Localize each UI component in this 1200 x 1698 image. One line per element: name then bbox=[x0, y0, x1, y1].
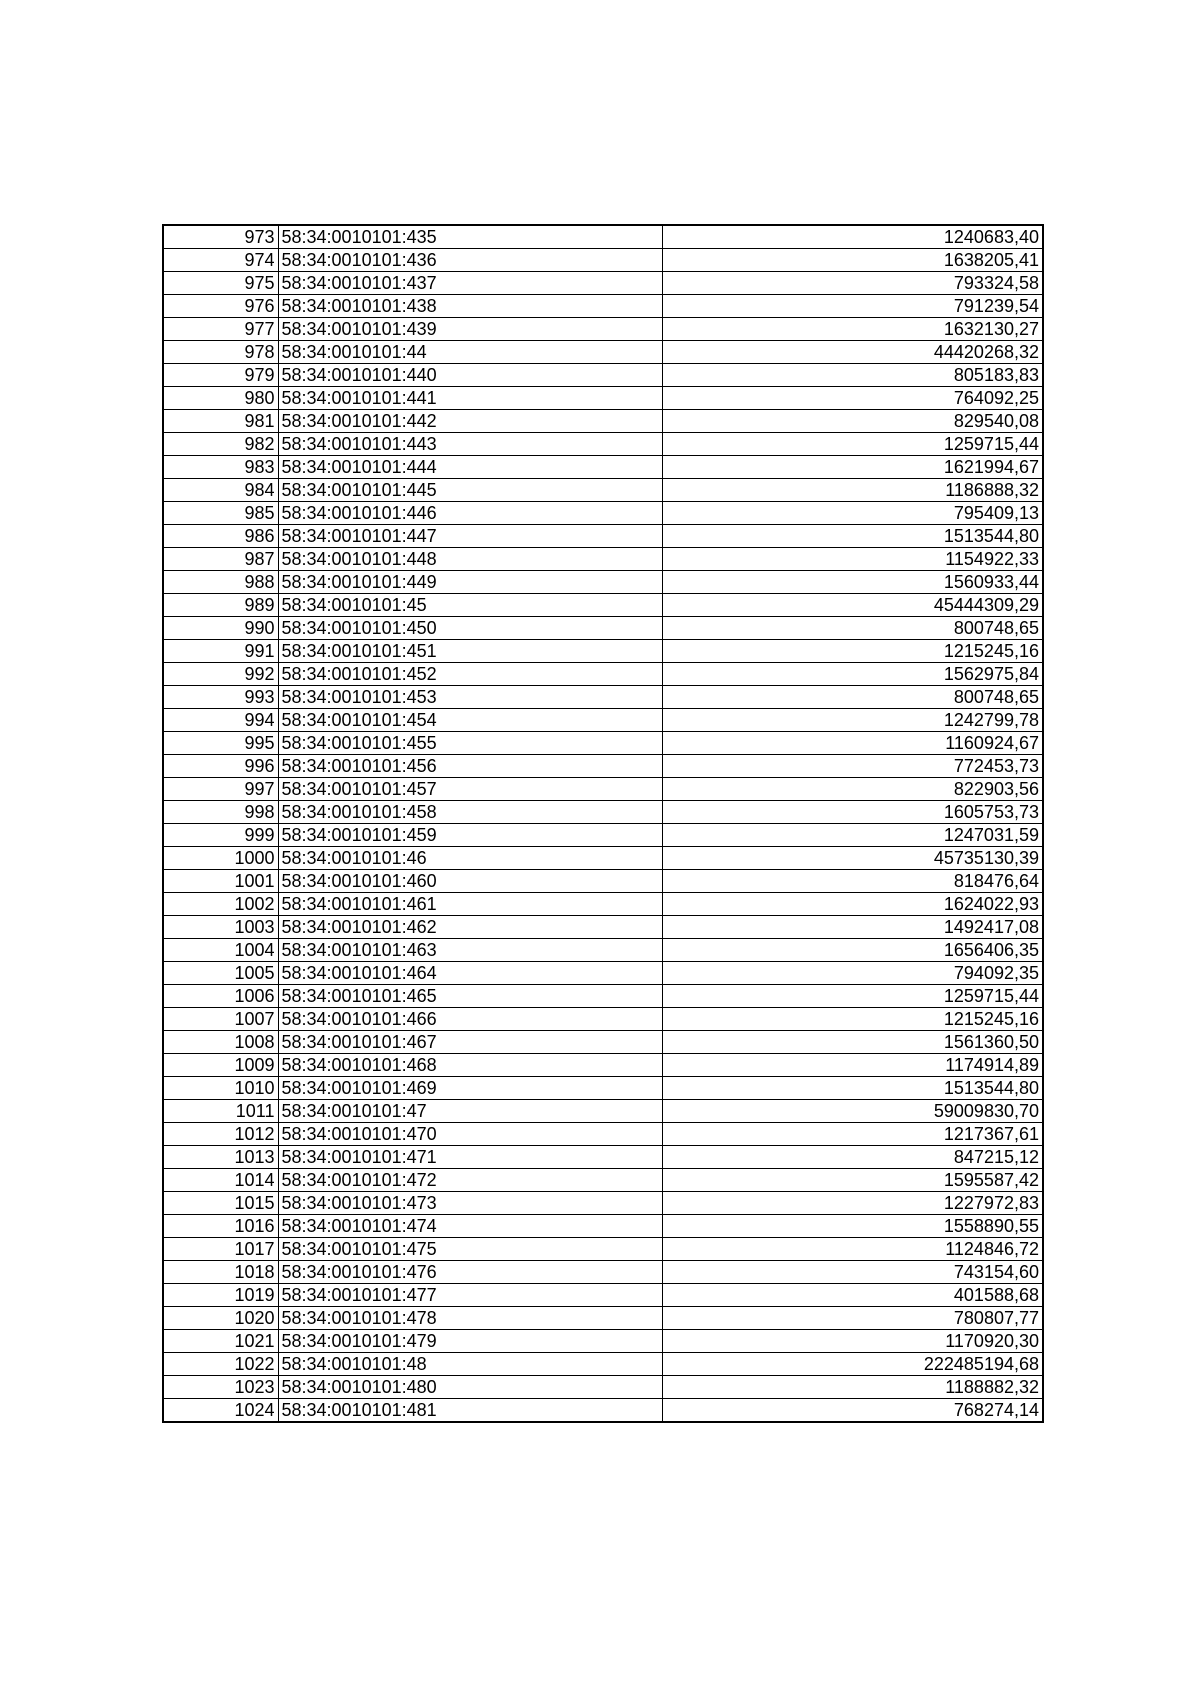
table-row bbox=[163, 870, 1043, 893]
row-number-cell: 998 bbox=[163, 801, 278, 824]
value-cell: 793324,58 bbox=[662, 272, 1043, 295]
table-row bbox=[163, 1330, 1043, 1353]
row-number-cell: 983 bbox=[163, 456, 278, 479]
table-row bbox=[163, 548, 1043, 571]
row-number-cell: 988 bbox=[163, 571, 278, 594]
cadastral-number-cell: 58:34:0010101:472 bbox=[278, 1169, 662, 1192]
row-number-cell: 1012 bbox=[163, 1123, 278, 1146]
table-row bbox=[163, 525, 1043, 548]
cadastral-number-cell: 58:34:0010101:467 bbox=[278, 1031, 662, 1054]
cadastral-number-cell: 58:34:0010101:462 bbox=[278, 916, 662, 939]
value-cell: 1656406,35 bbox=[662, 939, 1043, 962]
cadastral-number-cell: 58:34:0010101:473 bbox=[278, 1192, 662, 1215]
value-cell: 743154,60 bbox=[662, 1261, 1043, 1284]
value-cell: 1513544,80 bbox=[662, 1077, 1043, 1100]
row-number-cell: 1014 bbox=[163, 1169, 278, 1192]
table-body bbox=[163, 225, 1043, 1422]
table-row bbox=[163, 364, 1043, 387]
cadastral-number-cell: 58:34:0010101:455 bbox=[278, 732, 662, 755]
row-number-cell: 1000 bbox=[163, 847, 278, 870]
cadastral-number-cell: 58:34:0010101:461 bbox=[278, 893, 662, 916]
row-number-cell: 989 bbox=[163, 594, 278, 617]
row-number-cell: 979 bbox=[163, 364, 278, 387]
row-number-cell: 985 bbox=[163, 502, 278, 525]
table-row bbox=[163, 571, 1043, 594]
row-number-cell: 1007 bbox=[163, 1008, 278, 1031]
value-cell: 1624022,93 bbox=[662, 893, 1043, 916]
value-cell: 822903,56 bbox=[662, 778, 1043, 801]
row-number-cell: 1015 bbox=[163, 1192, 278, 1215]
value-cell: 1595587,42 bbox=[662, 1169, 1043, 1192]
table-row bbox=[163, 1169, 1043, 1192]
row-number-cell: 1022 bbox=[163, 1353, 278, 1376]
row-number-cell: 1016 bbox=[163, 1215, 278, 1238]
value-cell: 1217367,61 bbox=[662, 1123, 1043, 1146]
cadastral-number-cell: 58:34:0010101:474 bbox=[278, 1215, 662, 1238]
table-row bbox=[163, 939, 1043, 962]
row-number-cell: 981 bbox=[163, 410, 278, 433]
value-cell: 794092,35 bbox=[662, 962, 1043, 985]
cadastral-number-cell: 58:34:0010101:44 bbox=[278, 341, 662, 364]
value-cell: 44420268,32 bbox=[662, 341, 1043, 364]
value-cell: 1227972,83 bbox=[662, 1192, 1043, 1215]
table-row bbox=[163, 456, 1043, 479]
row-number-cell: 1020 bbox=[163, 1307, 278, 1330]
value-cell: 1562975,84 bbox=[662, 663, 1043, 686]
value-cell: 1561360,50 bbox=[662, 1031, 1043, 1054]
cadastral-number-cell: 58:34:0010101:469 bbox=[278, 1077, 662, 1100]
table-row bbox=[163, 663, 1043, 686]
value-cell: 772453,73 bbox=[662, 755, 1043, 778]
cadastral-number-cell: 58:34:0010101:46 bbox=[278, 847, 662, 870]
cadastral-number-cell: 58:34:0010101:47 bbox=[278, 1100, 662, 1123]
row-number-cell: 980 bbox=[163, 387, 278, 410]
cadastral-number-cell: 58:34:0010101:481 bbox=[278, 1399, 662, 1423]
value-cell: 1186888,32 bbox=[662, 479, 1043, 502]
table-row bbox=[163, 1376, 1043, 1399]
table-row bbox=[163, 318, 1043, 341]
value-cell: 45444309,29 bbox=[662, 594, 1043, 617]
value-cell: 829540,08 bbox=[662, 410, 1043, 433]
table-row bbox=[163, 985, 1043, 1008]
cadastral-number-cell: 58:34:0010101:471 bbox=[278, 1146, 662, 1169]
cadastral-number-cell: 58:34:0010101:470 bbox=[278, 1123, 662, 1146]
row-number-cell: 976 bbox=[163, 295, 278, 318]
row-number-cell: 1008 bbox=[163, 1031, 278, 1054]
cadastral-number-cell: 58:34:0010101:448 bbox=[278, 548, 662, 571]
table-row bbox=[163, 1054, 1043, 1077]
value-cell: 800748,65 bbox=[662, 686, 1043, 709]
cadastral-number-cell: 58:34:0010101:449 bbox=[278, 571, 662, 594]
table-row bbox=[163, 1307, 1043, 1330]
table-row bbox=[163, 617, 1043, 640]
value-cell: 1558890,55 bbox=[662, 1215, 1043, 1238]
cadastral-number-cell: 58:34:0010101:435 bbox=[278, 225, 662, 249]
table-row bbox=[163, 755, 1043, 778]
value-cell: 1242799,78 bbox=[662, 709, 1043, 732]
value-cell: 795409,13 bbox=[662, 502, 1043, 525]
row-number-cell: 993 bbox=[163, 686, 278, 709]
cadastral-number-cell: 58:34:0010101:463 bbox=[278, 939, 662, 962]
cadastral-number-cell: 58:34:0010101:465 bbox=[278, 985, 662, 1008]
table-row bbox=[163, 893, 1043, 916]
row-number-cell: 995 bbox=[163, 732, 278, 755]
table-row bbox=[163, 732, 1043, 755]
cadastral-number-cell: 58:34:0010101:466 bbox=[278, 1008, 662, 1031]
row-number-cell: 1021 bbox=[163, 1330, 278, 1353]
table-row bbox=[163, 1261, 1043, 1284]
table-row bbox=[163, 1008, 1043, 1031]
table-row bbox=[163, 1284, 1043, 1307]
row-number-cell: 1003 bbox=[163, 916, 278, 939]
row-number-cell: 996 bbox=[163, 755, 278, 778]
table-row bbox=[163, 1238, 1043, 1261]
cadastral-number-cell: 58:34:0010101:480 bbox=[278, 1376, 662, 1399]
table-row bbox=[163, 502, 1043, 525]
value-cell: 1560933,44 bbox=[662, 571, 1043, 594]
row-number-cell: 1023 bbox=[163, 1376, 278, 1399]
table-row bbox=[163, 640, 1043, 663]
cadastral-number-cell: 58:34:0010101:443 bbox=[278, 433, 662, 456]
row-number-cell: 1017 bbox=[163, 1238, 278, 1261]
value-cell: 1621994,67 bbox=[662, 456, 1043, 479]
value-cell: 1215245,16 bbox=[662, 1008, 1043, 1031]
table-row bbox=[163, 962, 1043, 985]
cadastral-number-cell: 58:34:0010101:475 bbox=[278, 1238, 662, 1261]
row-number-cell: 1005 bbox=[163, 962, 278, 985]
cadastral-number-cell: 58:34:0010101:454 bbox=[278, 709, 662, 732]
value-cell: 818476,64 bbox=[662, 870, 1043, 893]
cadastral-number-cell: 58:34:0010101:468 bbox=[278, 1054, 662, 1077]
value-cell: 1174914,89 bbox=[662, 1054, 1043, 1077]
row-number-cell: 1009 bbox=[163, 1054, 278, 1077]
cadastral-number-cell: 58:34:0010101:451 bbox=[278, 640, 662, 663]
table-row bbox=[163, 1146, 1043, 1169]
cadastral-value-table bbox=[162, 224, 1044, 1423]
value-cell: 222485194,68 bbox=[662, 1353, 1043, 1376]
row-number-cell: 1013 bbox=[163, 1146, 278, 1169]
value-cell: 1170920,30 bbox=[662, 1330, 1043, 1353]
cadastral-number-cell: 58:34:0010101:477 bbox=[278, 1284, 662, 1307]
cadastral-number-cell: 58:34:0010101:478 bbox=[278, 1307, 662, 1330]
row-number-cell: 1001 bbox=[163, 870, 278, 893]
table-row bbox=[163, 1353, 1043, 1376]
cadastral-number-cell: 58:34:0010101:450 bbox=[278, 617, 662, 640]
table-row bbox=[163, 824, 1043, 847]
value-cell: 1124846,72 bbox=[662, 1238, 1043, 1261]
row-number-cell: 978 bbox=[163, 341, 278, 364]
cadastral-number-cell: 58:34:0010101:479 bbox=[278, 1330, 662, 1353]
cadastral-number-cell: 58:34:0010101:447 bbox=[278, 525, 662, 548]
cadastral-number-cell: 58:34:0010101:476 bbox=[278, 1261, 662, 1284]
row-number-cell: 997 bbox=[163, 778, 278, 801]
table-row bbox=[163, 295, 1043, 318]
cadastral-number-cell: 58:34:0010101:441 bbox=[278, 387, 662, 410]
row-number-cell: 999 bbox=[163, 824, 278, 847]
cadastral-number-cell: 58:34:0010101:444 bbox=[278, 456, 662, 479]
table-row bbox=[163, 249, 1043, 272]
value-cell: 1638205,41 bbox=[662, 249, 1043, 272]
row-number-cell: 1019 bbox=[163, 1284, 278, 1307]
table-row bbox=[163, 778, 1043, 801]
value-cell: 1154922,33 bbox=[662, 548, 1043, 571]
table-row bbox=[163, 916, 1043, 939]
value-cell: 1605753,73 bbox=[662, 801, 1043, 824]
row-number-cell: 975 bbox=[163, 272, 278, 295]
value-cell: 1632130,27 bbox=[662, 318, 1043, 341]
row-number-cell: 1010 bbox=[163, 1077, 278, 1100]
cadastral-number-cell: 58:34:0010101:464 bbox=[278, 962, 662, 985]
value-cell: 1240683,40 bbox=[662, 225, 1043, 249]
row-number-cell: 1004 bbox=[163, 939, 278, 962]
cadastral-number-cell: 58:34:0010101:437 bbox=[278, 272, 662, 295]
table-row bbox=[163, 801, 1043, 824]
table-row bbox=[163, 1077, 1043, 1100]
value-cell: 59009830,70 bbox=[662, 1100, 1043, 1123]
table-row bbox=[163, 1215, 1043, 1238]
row-number-cell: 994 bbox=[163, 709, 278, 732]
cadastral-number-cell: 58:34:0010101:460 bbox=[278, 870, 662, 893]
value-cell: 1188882,32 bbox=[662, 1376, 1043, 1399]
row-number-cell: 986 bbox=[163, 525, 278, 548]
value-cell: 1492417,08 bbox=[662, 916, 1043, 939]
row-number-cell: 992 bbox=[163, 663, 278, 686]
table-row bbox=[163, 341, 1043, 364]
cadastral-number-cell: 58:34:0010101:446 bbox=[278, 502, 662, 525]
row-number-cell: 984 bbox=[163, 479, 278, 502]
table-row bbox=[163, 479, 1043, 502]
row-number-cell: 974 bbox=[163, 249, 278, 272]
value-cell: 1215245,16 bbox=[662, 640, 1043, 663]
table-row bbox=[163, 1123, 1043, 1146]
value-cell: 805183,83 bbox=[662, 364, 1043, 387]
table-row bbox=[163, 1100, 1043, 1123]
value-cell: 764092,25 bbox=[662, 387, 1043, 410]
table-row bbox=[163, 410, 1043, 433]
row-number-cell: 987 bbox=[163, 548, 278, 571]
row-number-cell: 991 bbox=[163, 640, 278, 663]
cadastral-number-cell: 58:34:0010101:459 bbox=[278, 824, 662, 847]
value-cell: 1259715,44 bbox=[662, 985, 1043, 1008]
row-number-cell: 1006 bbox=[163, 985, 278, 1008]
value-cell: 768274,14 bbox=[662, 1399, 1043, 1423]
cadastral-number-cell: 58:34:0010101:48 bbox=[278, 1353, 662, 1376]
row-number-cell: 973 bbox=[163, 225, 278, 249]
cadastral-number-cell: 58:34:0010101:458 bbox=[278, 801, 662, 824]
value-cell: 45735130,39 bbox=[662, 847, 1043, 870]
cadastral-number-cell: 58:34:0010101:456 bbox=[278, 755, 662, 778]
table-row bbox=[163, 594, 1043, 617]
table-row bbox=[163, 1399, 1043, 1423]
value-cell: 800748,65 bbox=[662, 617, 1043, 640]
row-number-cell: 990 bbox=[163, 617, 278, 640]
row-number-cell: 982 bbox=[163, 433, 278, 456]
value-cell: 401588,68 bbox=[662, 1284, 1043, 1307]
value-cell: 780807,77 bbox=[662, 1307, 1043, 1330]
table-row bbox=[163, 272, 1043, 295]
table-row bbox=[163, 709, 1043, 732]
value-cell: 1259715,44 bbox=[662, 433, 1043, 456]
cadastral-number-cell: 58:34:0010101:45 bbox=[278, 594, 662, 617]
row-number-cell: 1002 bbox=[163, 893, 278, 916]
table-row bbox=[163, 225, 1043, 249]
cadastral-number-cell: 58:34:0010101:442 bbox=[278, 410, 662, 433]
row-number-cell: 977 bbox=[163, 318, 278, 341]
cadastral-number-cell: 58:34:0010101:438 bbox=[278, 295, 662, 318]
table-row bbox=[163, 1192, 1043, 1215]
row-number-cell: 1024 bbox=[163, 1399, 278, 1423]
table-row bbox=[163, 686, 1043, 709]
value-cell: 1160924,67 bbox=[662, 732, 1043, 755]
value-cell: 1247031,59 bbox=[662, 824, 1043, 847]
cadastral-number-cell: 58:34:0010101:439 bbox=[278, 318, 662, 341]
row-number-cell: 1011 bbox=[163, 1100, 278, 1123]
row-number-cell: 1018 bbox=[163, 1261, 278, 1284]
value-cell: 1513544,80 bbox=[662, 525, 1043, 548]
cadastral-number-cell: 58:34:0010101:453 bbox=[278, 686, 662, 709]
cadastral-number-cell: 58:34:0010101:452 bbox=[278, 663, 662, 686]
cadastral-number-cell: 58:34:0010101:440 bbox=[278, 364, 662, 387]
table-row bbox=[163, 433, 1043, 456]
cadastral-number-cell: 58:34:0010101:445 bbox=[278, 479, 662, 502]
value-cell: 847215,12 bbox=[662, 1146, 1043, 1169]
cadastral-number-cell: 58:34:0010101:457 bbox=[278, 778, 662, 801]
value-cell: 791239,54 bbox=[662, 295, 1043, 318]
cadastral-number-cell: 58:34:0010101:436 bbox=[278, 249, 662, 272]
table-row bbox=[163, 847, 1043, 870]
table-row bbox=[163, 1031, 1043, 1054]
table-row bbox=[163, 387, 1043, 410]
